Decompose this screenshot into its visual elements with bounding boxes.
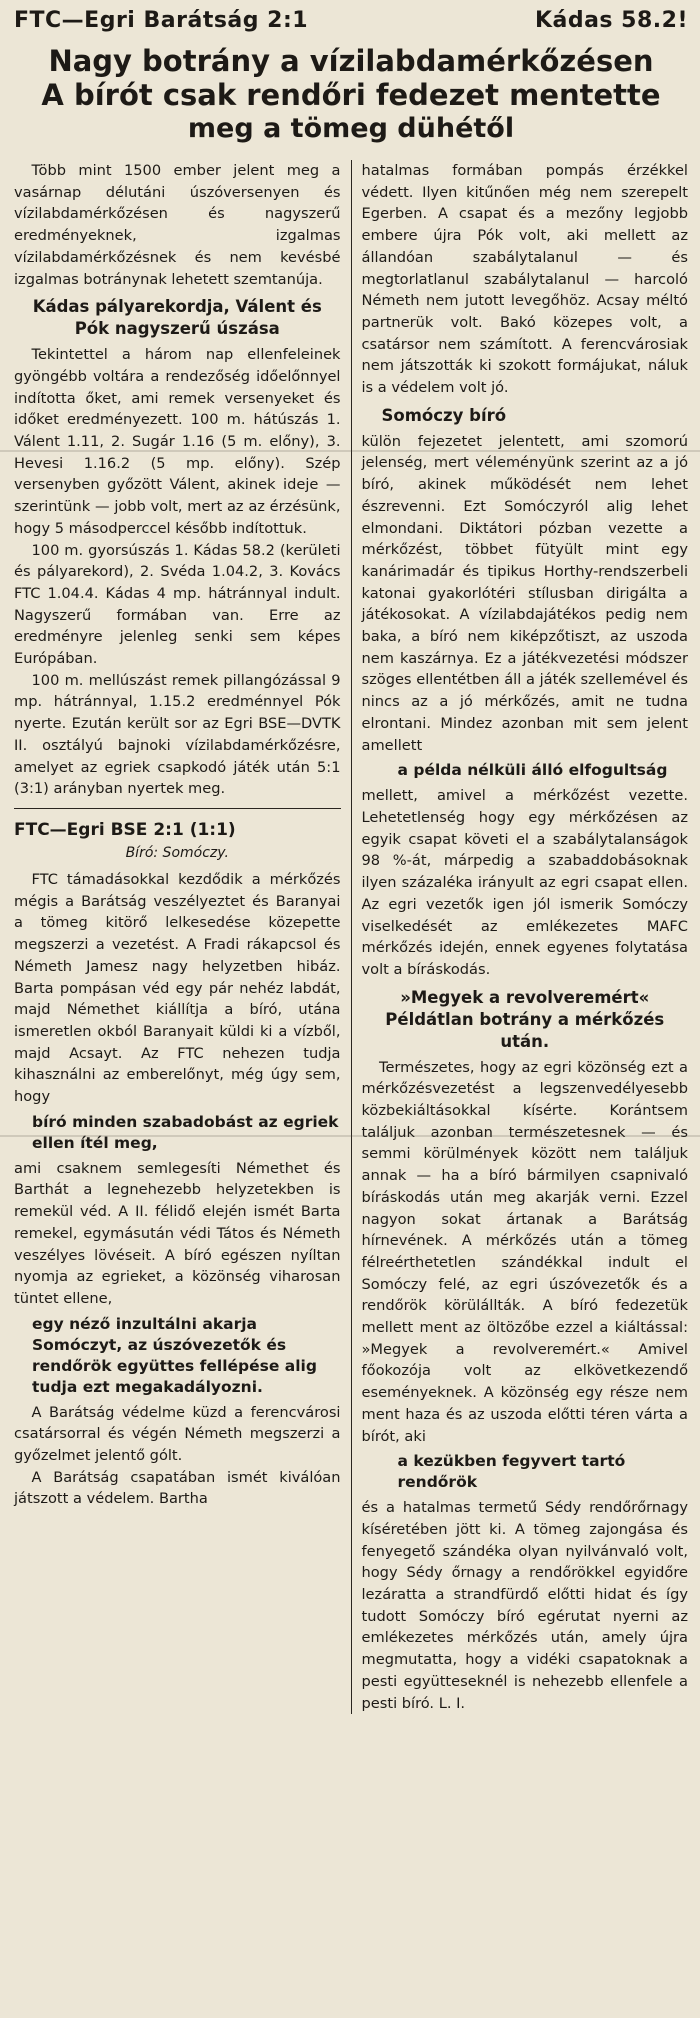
- article-columns: [14, 160, 688, 1714]
- paragraph-bias: mellett, amivel a mérkőzést vezette. Lehetetlenség hogy egy mérkőzésen az egyik csapat követi el a szabálytalanságok 98 %-át, márpedig a szabaddobásoknak ilyen százaléka irányult az egri csapat ellen. Az egri vezetők igen jól ismerik Somóczy viselkedését az emlékezetes MAFC mérkőzés idején, ennek egyenes folytatása volt a bíráskodás.: [361, 787, 688, 978]
- paragraph-scandal: Természetes, hogy az egri közönség ezt a mérkőzésvezetést a legszenvedélyesebb közbekiáltásokkal kísérte. Korántsem találjuk azonban természetesnek — és semmi körülmények között nem találjuk annak — ha a bíró bármilyen csapnivaló bíráskodás után meg akarják verni. Ezzel nagyon sokat ártanak a Barátság hírnevének. A mérkőzés után a tömeg félreérthetetlen szándékkal indult el Somóczy felé, az egri úszóvezetők és a rendőrök körülállták. A bíró fedezetük mellett ment az öltözőbe ezzel a kiáltással: »Megyek a revolveremért.« Amivel főokozója volt az elkövetkezendő eseményeknek. A közönség egy része nem ment haza és az uszoda előtti téren várta a bírót, aki: [361, 1058, 688, 1445]
- bold-callout-bias: a példa nélküli álló elfogultság: [397, 761, 668, 780]
- paragraph-match-cont: ami csaknem semlegesíti Némethet és Barthát a legnehezebb helyzetekben is remekül véd. A II. félidő elején ismét Barta remekel, egymásután védi Tátos és Németh veszélyes lövéseit. A bíró egészen nyíltan nyomja az egrieket, a közönség viharosan tüntet ellene,: [14, 1159, 341, 1307]
- referee-line: Bíró: Somóczy.: [125, 844, 229, 861]
- kicker-score: FTC—Egri Barátság 2:1: [14, 8, 309, 33]
- headline-line-2: A bírót csak rendőri fedezet mentette: [41, 78, 661, 112]
- paragraph-referee: külön fejezetet jelentett, ami szomorú jelenség, mert véleményünk szerint az a jó bíró, akinek működését nem lehet észrevenni. Ezt Somóczyról alig lehet elmondani. Diktátori pózban vezette a mérkőzést, többet fütyült mint egy kanárimadár és tipikus Horthy-rendszerbeli katonai gyakorlótéri stílusban dirigálta a játékosokat. A vízilabdajátékos pedig nem baka, a bíró nem kiképzőtiszt, az uszoda nem kaszárnya. Ez a játékvezetési módszer szöges ellentétben áll a játék szellemével és nincs az a jó mérkőzés, amit ne tudna elrontani. Mindez azonban mit sem jelent amellett: [361, 432, 688, 754]
- paragraph-breaststroke: 100 m. mellúszást remek pillangózással 9 mp. hátránnyal, 1.15.2 eredménnyel Pók nyerte. Ezután került sor az Egri BSE—DVTK II. osztályú bajnoki vízilabdamérkőzésre, amelyet az egriek csapkodó játék után 5:1 (3:1) arányban nyertek meg.: [14, 671, 341, 798]
- paragraph-match: FTC támadásokkal kezdődik a mérkőzés mégis a Barátság veszélyeztet és Baranyai a tömeg kitörő lelkesedése közepette megszerzi a vezetést. A Fradi rákapcsol és Németh Jamesz nagy helyzetben hibáz. Barta pompásan véd egy pár nehéz labdát, majd Némethet kiállítja a bíró, utána ismeretlen okból Baranyait küldi ki a vízből, majd Acsayt. Az FTC nehezen tudja kihasználni az emberelőnyt, még úgy sem, hogy: [14, 870, 341, 1106]
- paragraph-escape: és a hatalmas termetű Sédy rendőrőrnagy kíséretében jött ki. A tömeg zajongása és fenyegető szándéka olyan nyilvánvaló volt, hogy Sédy őrnagy a rendőrökkel egyidőre lezáratta a strandfürdő előtti hidat és így tudott Somóczy bíró egérutat nyerni az emlékezetes mérkőzés után, amely újra megmutatta, hogy a vidéki csapatoknak a pesti együtteseknél is nehezebb ellenfele a pesti bíró. L. I.: [361, 1499, 688, 1712]
- subhead-revolver: »Megyek a revolveremért« Példátlan botrány a mérkőzés után.: [385, 987, 665, 1051]
- bold-callout-referee: bíró minden szabadobást az egriek ellen ítél meg,: [32, 1112, 339, 1152]
- paragraph-defense: A Barátság védelme küzd a ferencvárosi csatársorral és végén Németh megszerzi a győzelmet jelentő gólt.: [14, 1403, 341, 1465]
- kicker-record: Kádas 58.2!: [534, 8, 688, 33]
- bold-callout-spectator: egy néző inzultálni akarja Somóczyt, az úszóvezetők és rendőrök együttes fellépése alig tudja ezt megakadályozni.: [32, 1314, 317, 1396]
- right-column: [351, 160, 689, 1714]
- kicker-line: [14, 8, 688, 42]
- section-rule: [14, 808, 341, 809]
- bold-callout-police: a kezükben fegyvert tartó rendőrök: [397, 1452, 626, 1492]
- paragraph-goalkeeper: hatalmas formában pompás érzékkel védett. Ilyen kitűnően még nem szerepelt Egerben. A csapat és a mezőny legjobb embere újra Pók volt, aki mellett az állandóan szabálytalanul — és megtorlatlanul szabálytalanul — harcoló Németh nem jutott levegőhöz. Acsay méltó partnerük volt. Bakó közepes volt, a csatársor nem számított. A ferencvárosiak nem játszották ki szokott formájukat, náluk is a védelem volt jó.: [361, 162, 688, 397]
- headline-line-3: meg a tömeg dühétől: [187, 113, 515, 144]
- paragraph-backstroke: Tekintettel a három nap ellenfeleinek gyöngébb voltára a rendezőség időelőnnyel indította őket, ami remek versenyeket és időket eredményezett. 100 m. hátúszás 1. Válent 1.11, 2. Sugár 1.16 (5 m. előny), 3. Hevesi 1.16.2 (5 mp. előny). Szép versenyben győzött Válent, akinek ideje — szerintünk — jobb volt, mert az az érzésünk, hogy 5 másodperccel később indítottuk.: [14, 346, 341, 537]
- subhead-referee: Somóczy bíró: [381, 405, 507, 425]
- subhead-match: FTC—Egri BSE 2:1 (1:1): [14, 819, 236, 840]
- paper-fold-line: [0, 1135, 700, 1137]
- left-column: [14, 160, 351, 1714]
- subhead-kadas: Kádas pályarekordja, Válent és Pók nagyszerű úszása: [32, 297, 322, 339]
- paragraph-freestyle: 100 m. gyorsúszás 1. Kádas 58.2 (kerületi és pályarekord), 2. Svéda 1.04.2, 3. Kovács FTC 1.04.4. Kádas 4 mp. hátránnyal indult. Nagyszerű formában van. Erre az eredményre jelenleg senki sem képes Európában.: [14, 541, 341, 668]
- headline: [14, 44, 688, 146]
- intro-paragraph: Több mint 1500 ember jelent meg a vasárnap délutáni úszóversenyen és vízilabdamérkőzésen és nagyszerű eredményeknek, izgalmas vízilabdamérkőzésnek és nem kevésbé izgalmas botránynak lehetett szemtanúja.: [14, 162, 341, 288]
- paper-fold-line: [0, 450, 700, 452]
- paragraph-team: A Barátság csapatában ismét kiválóan játszott a védelem. Bartha: [14, 1468, 341, 1508]
- headline-line-1: Nagy botrány a vízilabdamérkőzésen: [48, 44, 654, 78]
